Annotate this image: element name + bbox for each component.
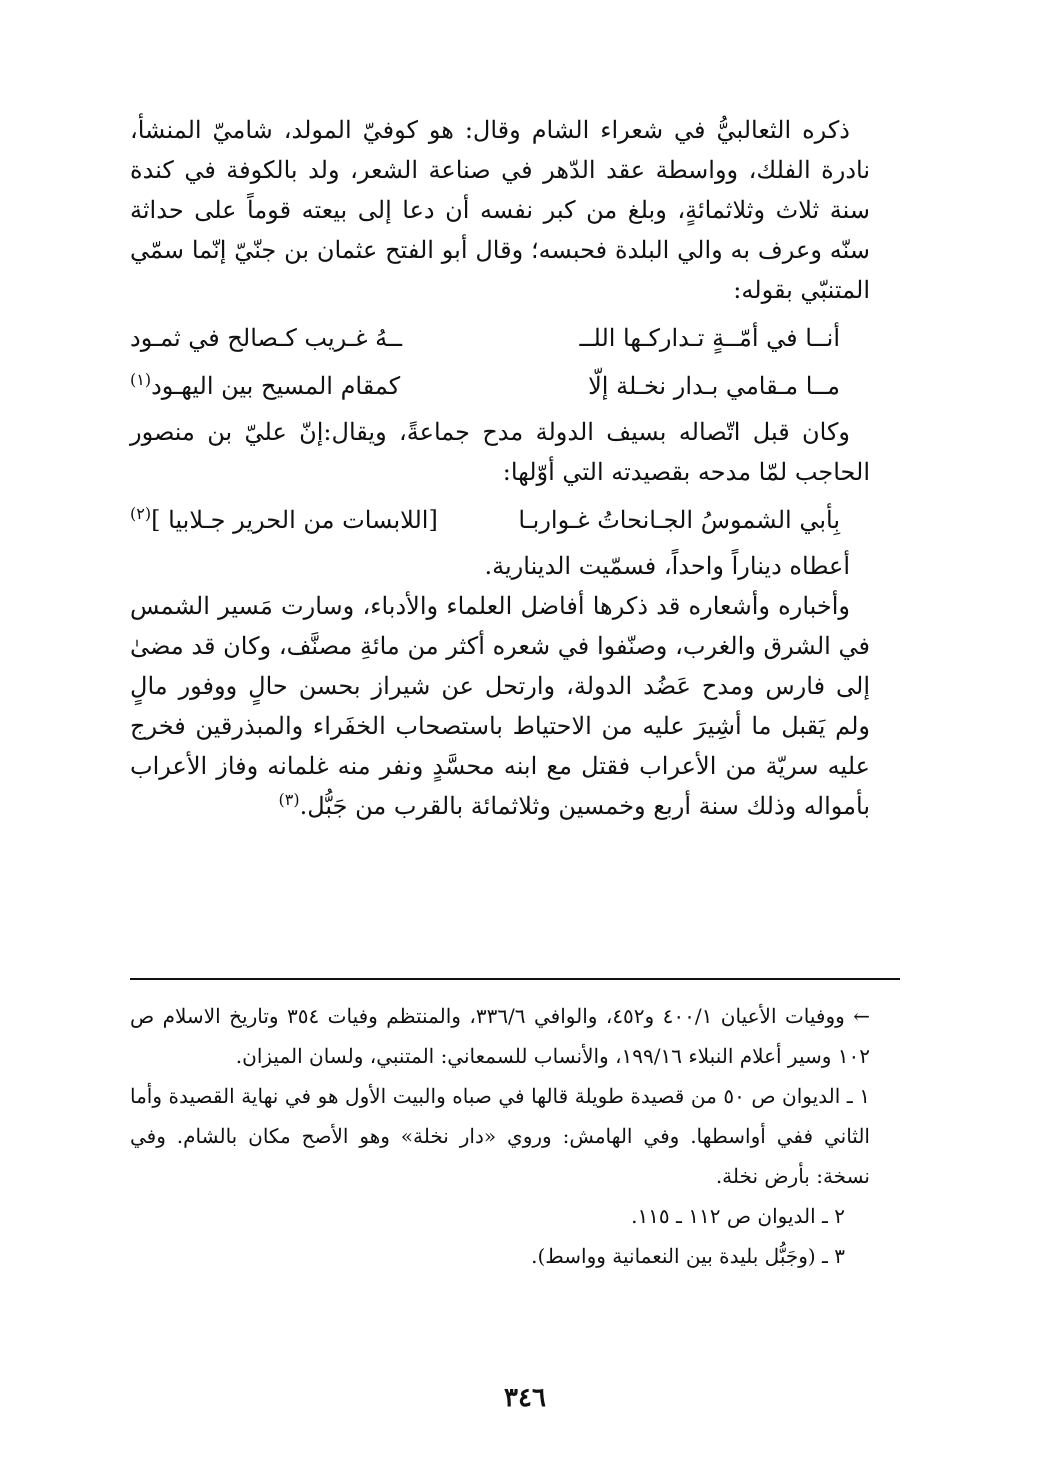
verse-2-first-hemistich: مــا مـقامي بـدار نخـلة إلّا [588,372,840,400]
verse-line-3 [130,500,870,540]
paragraph-intro: ذكره الثعالبيُّ في شعراء الشام وقال: هو كوفيّ المولد، شاميّ المنشأ، نادرة الفلك، وواسطة عقد الدّهر في صناعة الشعر، ولد بالكوفة في كندة سنة ثلاث وثلاثمائةٍ، وبلغ من كبر نفسه أن دعا إلى بيعته قوماً على حداثة سنّه وعرف به والي البلدة فحبسه؛ وقال أبو الفتح عثمان بن جنّيّ إنّما سمّي المتنبّي بقوله: [130,116,871,304]
paragraph-biography [130,586,870,826]
verse-1-first-hemistich: أنــا في أمّــةٍ تـداركـها اللــ [579,324,840,352]
verse-line-2 [130,366,870,406]
verse-2-second-hemistich [130,366,400,406]
verse-3-text: [اللابسات من الحرير جـلابيا ] [151,506,438,534]
footnote-1: ١ ـ الديوان ص ٥٠ من قصيدة طويلة قالها في صباه والبيت الأول هو في نهاية القصيدة وأما الثاني ففي أواسطها. وفي الهامش: وروي «دار نخلة» وهو الأصح مكان بالشام. وفي نسخة: بأرض نخلة. [130,1084,870,1188]
verse-2-text: كمقام المسيح بين اليهـود [151,372,401,400]
verse-3-first-hemistich: بِأبي الشموسُ الجـانحاتُ غـواربـا [518,506,840,534]
page-number: ٣٤٦ [504,1383,546,1413]
footnotes [130,978,870,1276]
verse-line-1 [130,318,870,358]
verse-3-second-hemistich [130,500,438,540]
verse-1-second-hemistich: ــهُ غـريب كـصالح في ثمـود [130,324,403,352]
footnote-ref-2: (٢) [130,504,152,523]
footnote-continuation: ← ووفيات الأعيان ٤٠٠/١ و٤٥٢، والوافي ٣٣٦/٦، والمنتظم وفيات ٣٥٤ وتاريخ الاسلام ص ١٠٢ وسير أعلام النبلاء ١٩٩/١٦، والأنساب للسمعاني: المتنبي، ولسان الميزان. [130,1004,870,1068]
footnote-2: ٢ ـ الديوان ص ١١٢ ـ ١١٥. [631,1204,845,1228]
paragraph-patronage: وكان قبل اتّصاله بسيف الدولة مدح جماعةً، ويقال:إنّ عليّ بن منصور الحاجب لمّا مدحه بقصيدته التي أوّلها: [130,418,870,486]
footnote-ref-3: (٣) [278,790,300,809]
main-text [130,110,870,826]
footnote-ref-1: (١) [130,370,152,389]
paragraph-biography-text: وأخباره وأشعاره قد ذكرها أفاضل العلماء والأدباء، وسارت مَسير الشمس في الشرق والغرب، وصنّفوا في شعره أكثر من مائةِ مصنَّف، وكان قد مضىٰ إلى فارس ومدح عَضُد الدولة، وارتحل عن شيراز بحسن حالٍ ووفور مالٍ ولم يَقبل ما أشِيرَ عليه من الاحتياط باستصحاب الخفَراء والمبذرقين فخرج عليه سريّة من الأعراب فقتل مع ابنه محسَّدٍ ونفر منه غلمانه وفاز الأعراب بأمواله وذلك سنة أربع وخمسين وثلاثمائة بالقرب من جَبُّل. [130,592,870,820]
footnote-3: ٣ ـ (وجَبُّل بليدة بين النعمانية وواسط). [531,1244,845,1268]
paragraph-dinar: أعطاه ديناراً واحداً، فسمّيت الدينارية. [484,552,850,580]
